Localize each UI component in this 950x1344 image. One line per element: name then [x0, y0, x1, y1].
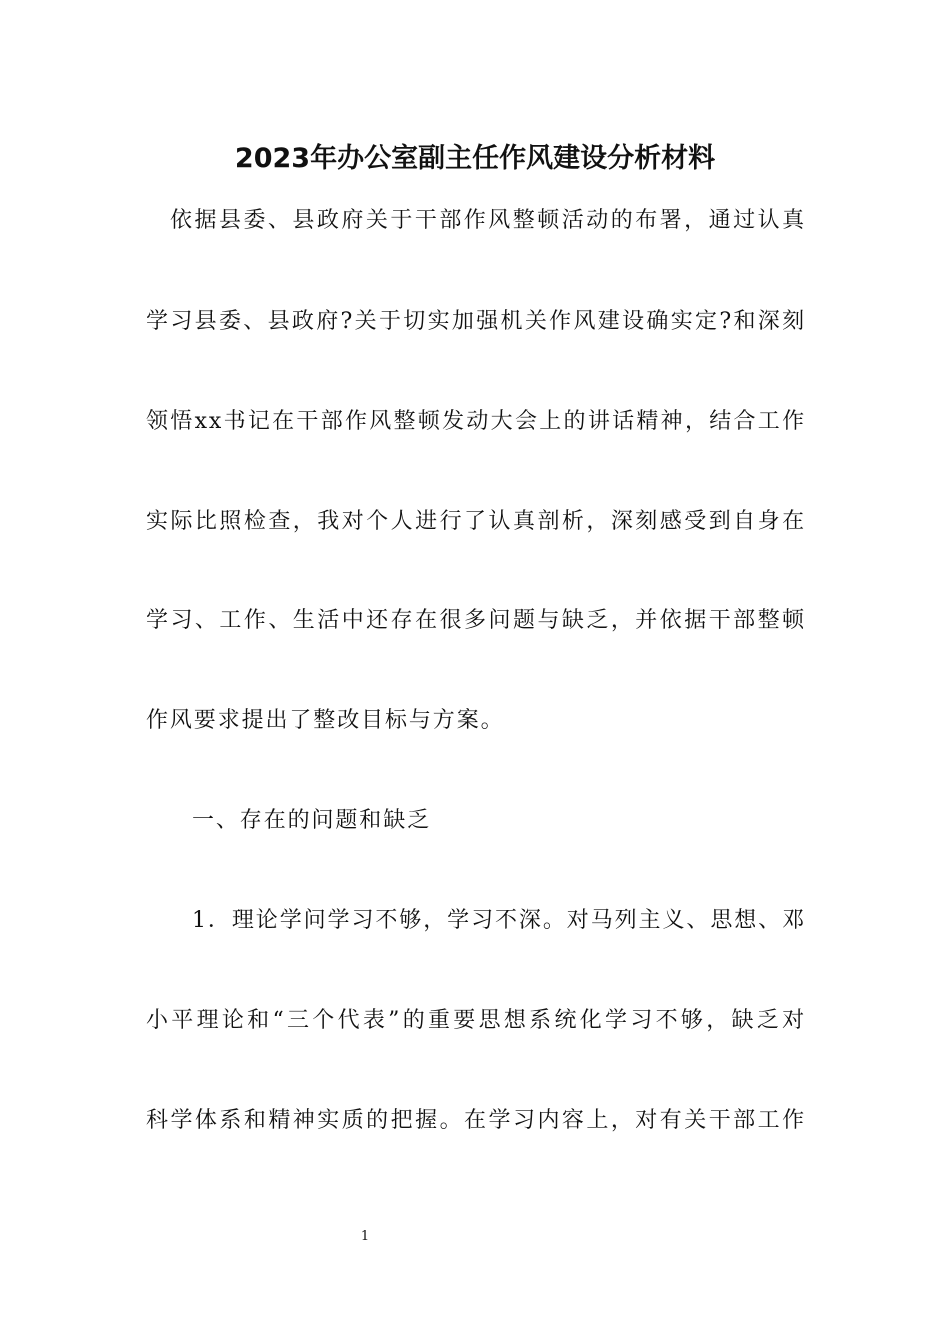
paragraph-line-9: 科学体系和精神实质的把握。在学习内容上，对有关干部工作 [146, 1108, 806, 1133]
paragraph-line-3: 领悟xx书记在干部作风整顿发动大会上的讲话精神，结合工作 [146, 409, 806, 434]
paragraph-line-1: 依据县委、县政府关于干部作风整顿活动的布署，通过认真 [170, 208, 806, 233]
page-number: 1 [360, 1229, 370, 1244]
paragraph-line-6: 作风要求提出了整改目标与方案。 [146, 708, 505, 733]
document-title: 2023年办公室副主任作风建设分析材料 [234, 143, 716, 174]
paragraph-line-5: 学习、工作、生活中还存在很多问题与缺乏，并依据干部整顿 [146, 608, 806, 633]
paragraph-line-4: 实际比照检查，我对个人进行了认真剖析，深刻感受到自身在 [146, 509, 806, 534]
paragraph-line-8: 小平理论和“三个代表”的重要思想系统化学习不够，缺乏对 [146, 1008, 806, 1033]
section-heading: 一、存在的问题和缺乏 [192, 808, 432, 833]
paragraph-line-7: 1．理论学问学习不够，学习不深。对马列主义、思想、邓 [192, 908, 806, 933]
paragraph-line-2: 学习县委、县政府?关于切实加强机关作风建设确实定?和深刻 [146, 309, 806, 334]
